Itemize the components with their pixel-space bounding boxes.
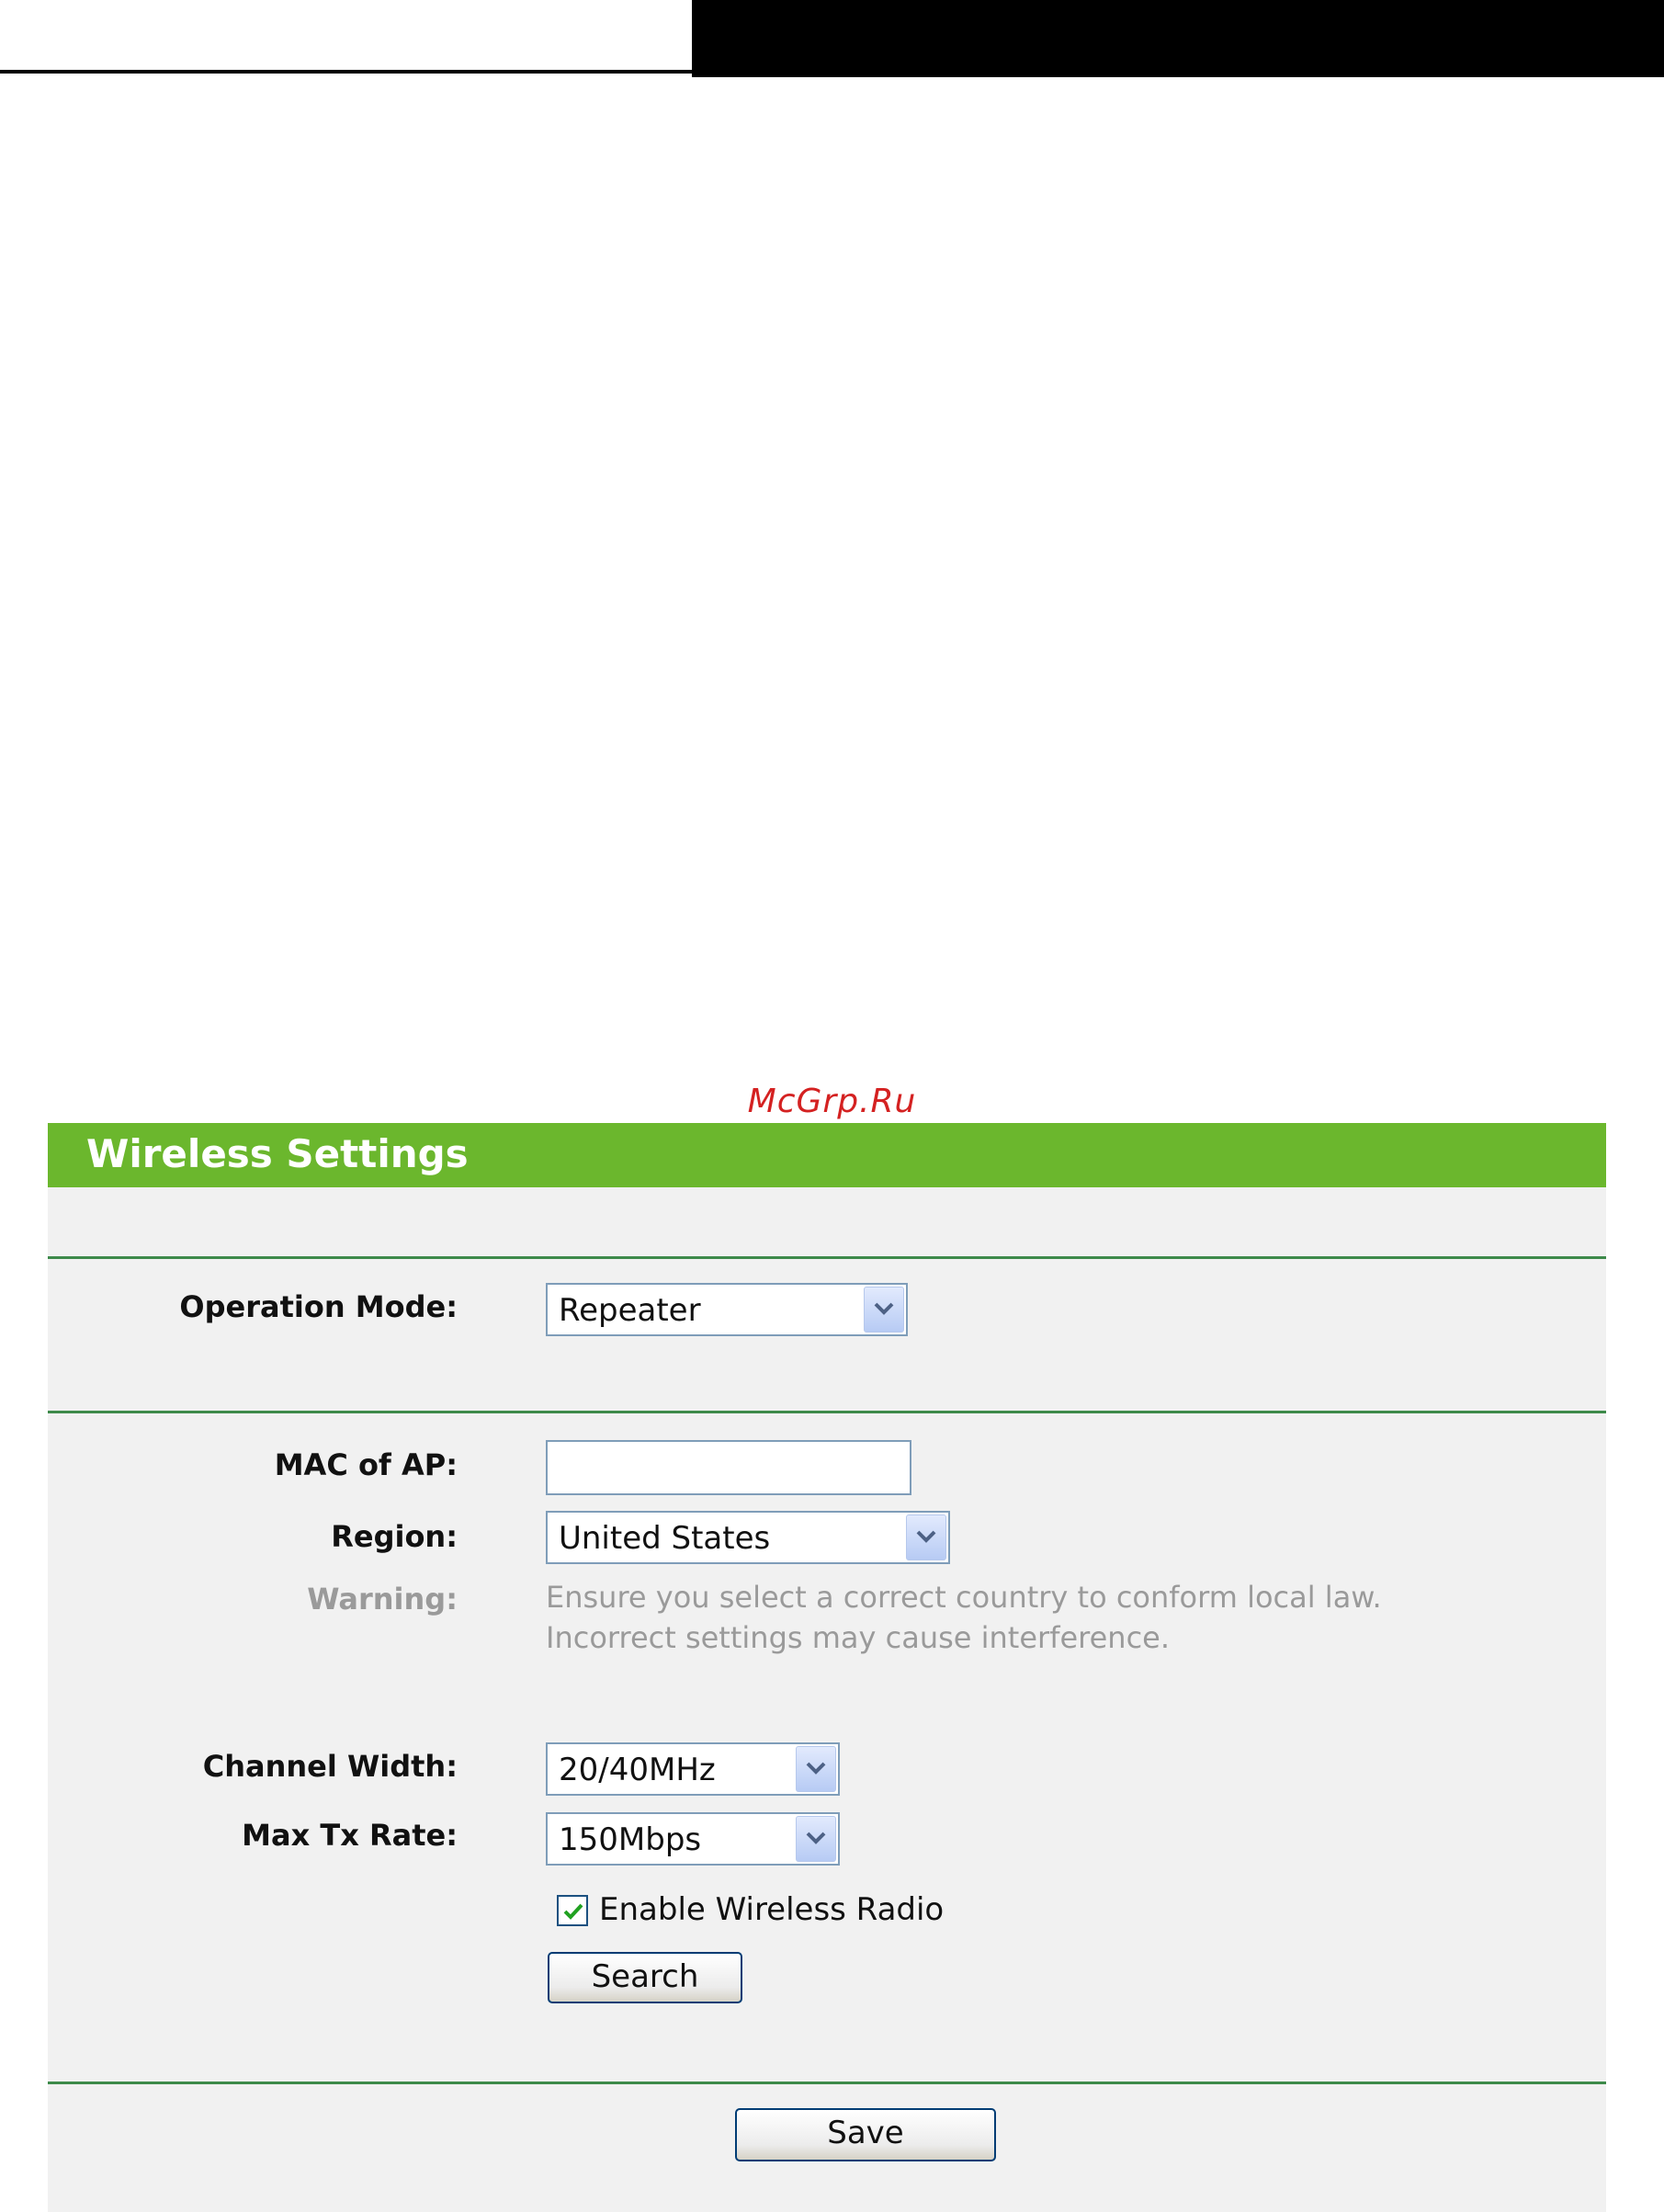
region-value: United States [559, 1520, 771, 1557]
channel-width-select[interactable] [546, 1742, 840, 1796]
max-tx-rate-label: Max Tx Rate: [242, 1818, 458, 1853]
enable-wireless-radio-label[interactable]: Enable Wireless Radio [599, 1891, 945, 1928]
enable-wireless-radio-checkbox[interactable] [557, 1895, 588, 1926]
operation-mode-label: Operation Mode: [179, 1289, 458, 1324]
panel-header [48, 1123, 1606, 1187]
warning-line-1: Ensure you select a correct country to conform local law. [546, 1580, 1382, 1615]
checkmark-icon [561, 1900, 585, 1923]
channel-width-label: Channel Width: [202, 1749, 458, 1784]
region-label: Region: [331, 1519, 458, 1554]
operation-mode-value: Repeater [559, 1292, 701, 1329]
header-left-band [0, 0, 692, 74]
chevron-down-icon[interactable] [796, 1816, 836, 1862]
page-title: Wireless Settings [86, 1131, 469, 1176]
mac-of-ap-label: MAC of AP: [274, 1447, 458, 1482]
max-tx-rate-select[interactable] [546, 1812, 840, 1866]
section-divider [48, 1411, 1606, 1413]
save-button[interactable]: Save [735, 2108, 996, 2161]
max-tx-rate-value: 150Mbps [559, 1821, 702, 1858]
region-select[interactable] [546, 1511, 950, 1564]
chevron-down-icon[interactable] [796, 1746, 836, 1792]
section-divider [48, 1256, 1606, 1259]
section-divider [48, 2082, 1606, 2084]
channel-width-value: 20/40MHz [559, 1752, 716, 1788]
chevron-down-icon[interactable] [864, 1287, 904, 1333]
header-right-band [692, 0, 1664, 77]
search-button[interactable]: Search [548, 1952, 742, 2003]
mac-of-ap-input[interactable] [546, 1440, 911, 1495]
operation-mode-select[interactable] [546, 1283, 908, 1336]
warning-line-2: Incorrect settings may cause interference. [546, 1620, 1171, 1655]
watermark: McGrp.Ru [747, 1083, 917, 1120]
wireless-settings-panel [48, 1123, 1606, 2212]
warning-label: Warning: [307, 1582, 458, 1616]
chevron-down-icon[interactable] [906, 1514, 946, 1560]
